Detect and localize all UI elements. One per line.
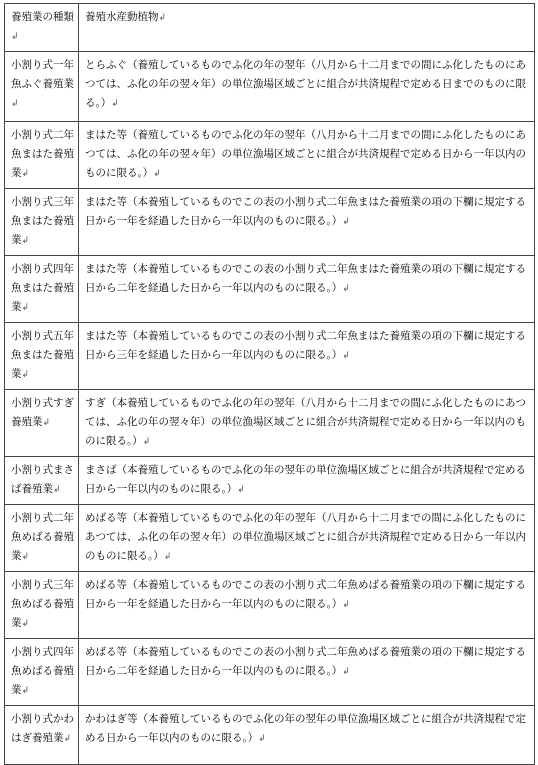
type-cell (5, 505, 79, 572)
type-text: 小割り式四年魚めばる養殖業 (11, 646, 74, 696)
type-cell (5, 122, 79, 189)
header-row (5, 4, 535, 52)
desc-cell (79, 52, 535, 122)
desc-cell (79, 505, 535, 572)
type-text: 小割り式三年魚めばる養殖業 (11, 579, 74, 629)
type-text: 小割り式一年魚ふぐ養殖業 (11, 59, 74, 90)
header-type-label: 養殖業の種類 (11, 11, 74, 23)
paragraph-mark-icon: ↲ (111, 99, 119, 109)
table-row (5, 256, 535, 323)
type-cell (5, 639, 79, 706)
paragraph-mark-icon: ↲ (158, 13, 167, 23)
type-cell (5, 390, 79, 457)
desc-cell (79, 572, 535, 639)
aquaculture-table (4, 3, 535, 765)
type-text: 小割り式まさば養殖業 (11, 464, 74, 495)
table-row (5, 390, 535, 457)
paragraph-mark-icon: ↲ (63, 734, 72, 744)
paragraph-mark-icon: ↲ (342, 284, 350, 294)
desc-cell (79, 706, 535, 765)
desc-cell (79, 390, 535, 457)
desc-text: めばる等（本養殖しているものでふ化の年の翌年（八月から十二月までの間にふ化したものにあつては、ふ化の年の翌々年）の単位漁場区域ごとに組合が共済規程で定める日から一年以内のものに限る。） (85, 512, 526, 562)
paragraph-mark-icon: ↲ (21, 552, 30, 562)
type-cell (5, 572, 79, 639)
desc-text: まはた等（本養殖しているものでこの表の小割り式二年魚まはた養殖業の項の下欄に規定する日から三年を経過した日から一年以内のものに限る。） (85, 330, 526, 361)
desc-text: まさば（本養殖しているものでふ化の年の翌年の単位漁場区域ごとに組合が共済規程で定める日から一年以内のものに限る。） (85, 464, 526, 495)
type-text: 小割り式二年魚めばる養殖業 (11, 512, 74, 562)
paragraph-mark-icon: ↲ (21, 686, 30, 696)
table-row (5, 639, 535, 706)
paragraph-mark-icon: ↲ (21, 303, 30, 313)
type-text: 小割り式すぎ養殖業 (11, 397, 74, 428)
desc-text: とらふぐ（養殖しているものでふ化の年の翌年（八月から十二月までの間にふ化したものにあつては、ふ化の年の翌々年）の単位漁場区域ごとに組合が共済規程で定める日までのものに限る。） (85, 59, 526, 109)
table-row (5, 122, 535, 189)
paragraph-mark-icon: ↲ (342, 600, 350, 610)
desc-cell (79, 122, 535, 189)
type-text: 小割り式四年魚まはた養殖業 (11, 263, 74, 313)
desc-text: まはた等（本養殖しているものでこの表の小割り式二年魚まはた養殖業の項の下欄に規定する日から二年を経過した日から一年以内のものに限る。） (85, 263, 526, 294)
paragraph-mark-icon: ↲ (21, 370, 30, 380)
desc-text: すぎ（本養殖しているものでふ化の年の翌年（八月から十二月までの間にふ化したものにあつては、ふ化の年の翌々年）の単位漁場区域ごとに組合が共済規程で定める日から一年以内のものに限る。） (85, 397, 526, 447)
paragraph-mark-icon: ↲ (153, 169, 161, 179)
paragraph-mark-icon: ↲ (11, 32, 19, 42)
desc-cell (79, 189, 535, 256)
desc-text: かわはぎ等（本養殖しているものでふ化の年の翌年の単位漁場区域ごとに組合が共済規程で定める日から一年以内のものに限る。） (85, 713, 526, 744)
table-row (5, 189, 535, 256)
paragraph-mark-icon: ↲ (142, 437, 151, 447)
desc-text: まはた等（養殖しているものでふ化の年の翌年（八月から十二月までの間にふ化したものにあつては、ふ化の年の翌々年）の単位漁場区域ごとに組合が共済規程で定める日から一年以内のものに限る。） (85, 129, 526, 179)
paragraph-mark-icon: ↲ (342, 217, 350, 227)
paragraph-mark-icon: ↲ (163, 552, 172, 562)
desc-text: めばる等（本養殖しているものでこの表の小割り式二年魚めばる養殖業の項の下欄に規定する日から二年を経過した日から一年以内のものに限る。） (85, 646, 526, 677)
paragraph-mark-icon: ↲ (53, 485, 61, 495)
paragraph-mark-icon: ↲ (342, 351, 350, 361)
paragraph-mark-icon: ↲ (342, 667, 350, 677)
header-species-cell (79, 4, 535, 52)
desc-cell (79, 323, 535, 390)
desc-text: まはた等（本養殖しているものでこの表の小割り式二年魚まはた養殖業の項の下欄に規定する日から一年を経過した日から一年以内のものに限る。） (85, 196, 526, 227)
table-row (5, 572, 535, 639)
paragraph-mark-icon: ↲ (21, 236, 30, 246)
table-row (5, 706, 535, 765)
type-cell (5, 52, 79, 122)
table-row (5, 52, 535, 122)
type-cell (5, 256, 79, 323)
paragraph-mark-icon: ↲ (11, 99, 19, 109)
type-text: 小割り式かわはぎ養殖業 (11, 713, 74, 744)
paragraph-mark-icon: ↲ (42, 418, 51, 428)
table-row (5, 505, 535, 572)
type-text: 小割り式五年魚まはた養殖業 (11, 330, 74, 380)
type-cell (5, 706, 79, 765)
header-type-cell (5, 4, 79, 52)
header-species-label: 養殖水産動植物 (85, 11, 159, 23)
table-row (5, 323, 535, 390)
table-row (5, 457, 535, 505)
paragraph-mark-icon: ↲ (237, 485, 245, 495)
paragraph-mark-icon: ↲ (258, 734, 266, 744)
type-text: 小割り式二年魚まはた養殖業 (11, 129, 74, 179)
type-cell (5, 457, 79, 505)
paragraph-mark-icon: ↲ (21, 169, 30, 179)
type-cell (5, 189, 79, 256)
desc-text: めばる等（本養殖しているものでこの表の小割り式二年魚めばる養殖業の項の下欄に規定する日から一年を経過した日から一年以内のものに限る。） (85, 579, 526, 610)
desc-cell (79, 639, 535, 706)
desc-cell (79, 457, 535, 505)
type-text: 小割り式三年魚まはた養殖業 (11, 196, 74, 246)
desc-cell (79, 256, 535, 323)
type-cell (5, 323, 79, 390)
paragraph-mark-icon: ↲ (21, 619, 30, 629)
